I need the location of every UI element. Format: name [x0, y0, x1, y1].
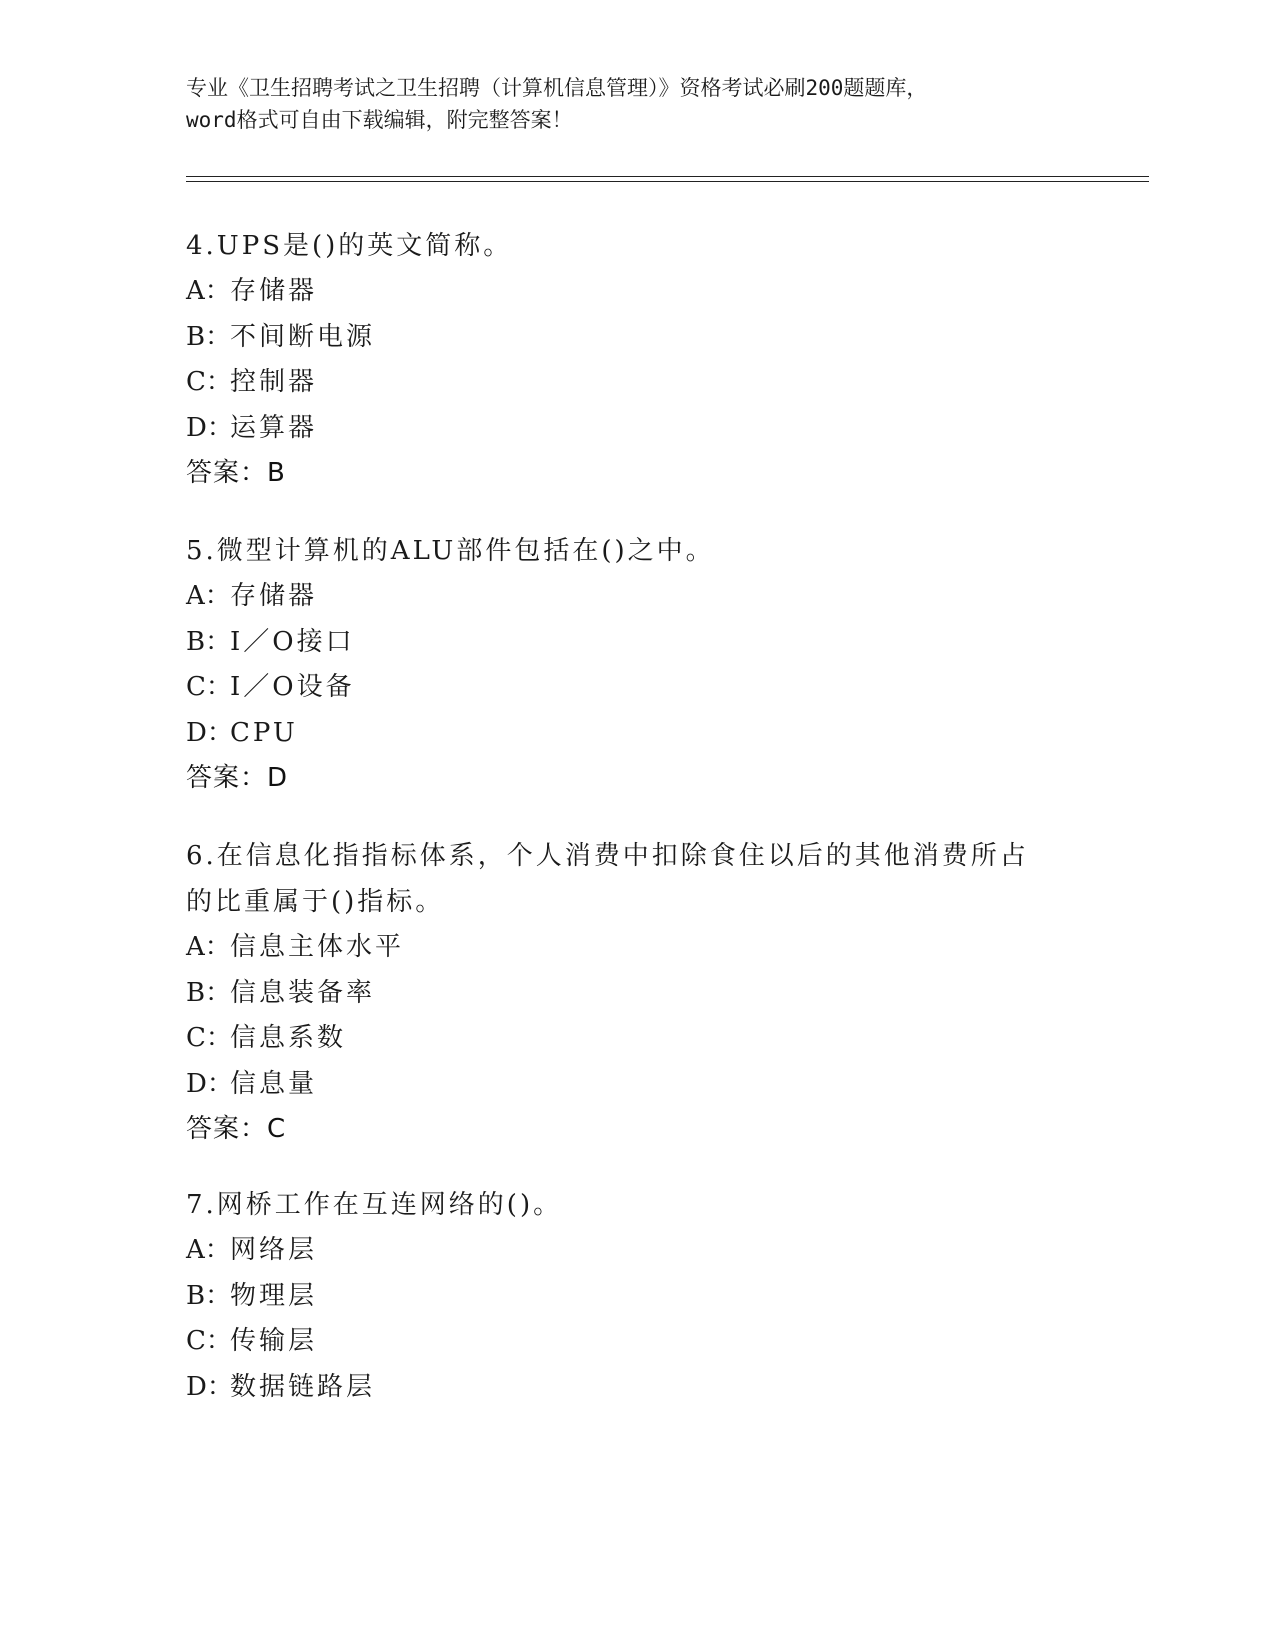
option-a [186, 925, 1146, 971]
option-key: A： [186, 581, 231, 611]
option-key: B： [186, 321, 232, 352]
option-a [186, 1228, 1146, 1274]
option-key: B： [186, 626, 232, 657]
option-text: 存储器 [230, 581, 318, 611]
option-b [186, 620, 1146, 666]
option-key: B： [186, 977, 232, 1008]
option-key: D： [186, 412, 233, 443]
option-text: I／O设备 [230, 672, 355, 702]
option-key: C： [186, 367, 232, 397]
option-b [186, 315, 1146, 361]
question-text: 6.在信息化指指标体系，个人消费中扣除食住以后的其他消费所占的比重属于()指标。 [186, 841, 1029, 917]
option-d [186, 1062, 1146, 1108]
option-text: 不间断电源 [230, 321, 376, 352]
option-b [186, 971, 1146, 1017]
option-b [186, 1274, 1146, 1320]
option-text: 运算器 [230, 412, 318, 443]
header-title-line1: 专业《卫生招聘考试之卫生招聘（计算机信息管理）》资格考试必刷200题题库， [186, 76, 928, 100]
option-c [186, 665, 1146, 711]
question-text: 7.网桥工作在互连网络的()。 [186, 1190, 563, 1220]
option-text: 传输层 [230, 1326, 318, 1356]
option-d [186, 1365, 1146, 1411]
question-text: 4.UPS是()的英文简称。 [186, 231, 513, 261]
option-text: CPU [230, 717, 298, 748]
question-text: 5.微型计算机的ALU部件包括在()之中。 [186, 536, 715, 566]
option-key: D： [186, 717, 233, 748]
option-key: A： [186, 932, 231, 962]
answer-line: 答案：B [186, 458, 286, 488]
option-d [186, 406, 1146, 452]
option-key: C： [186, 672, 232, 702]
option-key: D： [186, 1371, 233, 1402]
option-text: 控制器 [230, 367, 318, 397]
question-6 [186, 833, 1146, 1152]
option-key: A： [186, 1235, 231, 1265]
document-header [186, 72, 1066, 136]
option-text: 信息系数 [230, 1023, 347, 1053]
answer-line: 答案：C [186, 1114, 287, 1144]
option-d [186, 711, 1146, 757]
option-text: 数据链路层 [230, 1371, 376, 1402]
rule-line-top [186, 176, 1149, 177]
option-key: C： [186, 1023, 232, 1053]
rule-line-bottom [186, 181, 1149, 182]
option-c [186, 1319, 1146, 1365]
option-text: 信息量 [230, 1068, 318, 1099]
header-double-rule [186, 176, 1149, 182]
option-a [186, 269, 1146, 315]
option-text: 网络层 [230, 1235, 318, 1265]
header-title-line2: word格式可自由下载编辑，附完整答案！ [186, 108, 573, 132]
option-key: D： [186, 1068, 233, 1099]
question-4 [186, 223, 1146, 496]
option-text: I／O接口 [230, 626, 355, 657]
option-a [186, 574, 1146, 620]
option-text: 物理层 [230, 1280, 318, 1311]
question-7 [186, 1182, 1146, 1410]
option-text: 信息装备率 [230, 977, 376, 1008]
option-text: 存储器 [230, 276, 318, 306]
option-key: B： [186, 1280, 232, 1311]
option-c [186, 1016, 1146, 1062]
option-text: 信息主体水平 [230, 932, 405, 962]
option-c [186, 360, 1146, 406]
option-key: C： [186, 1326, 232, 1356]
question-5 [186, 528, 1146, 801]
option-key: A： [186, 276, 231, 306]
answer-line: 答案：D [186, 763, 289, 793]
